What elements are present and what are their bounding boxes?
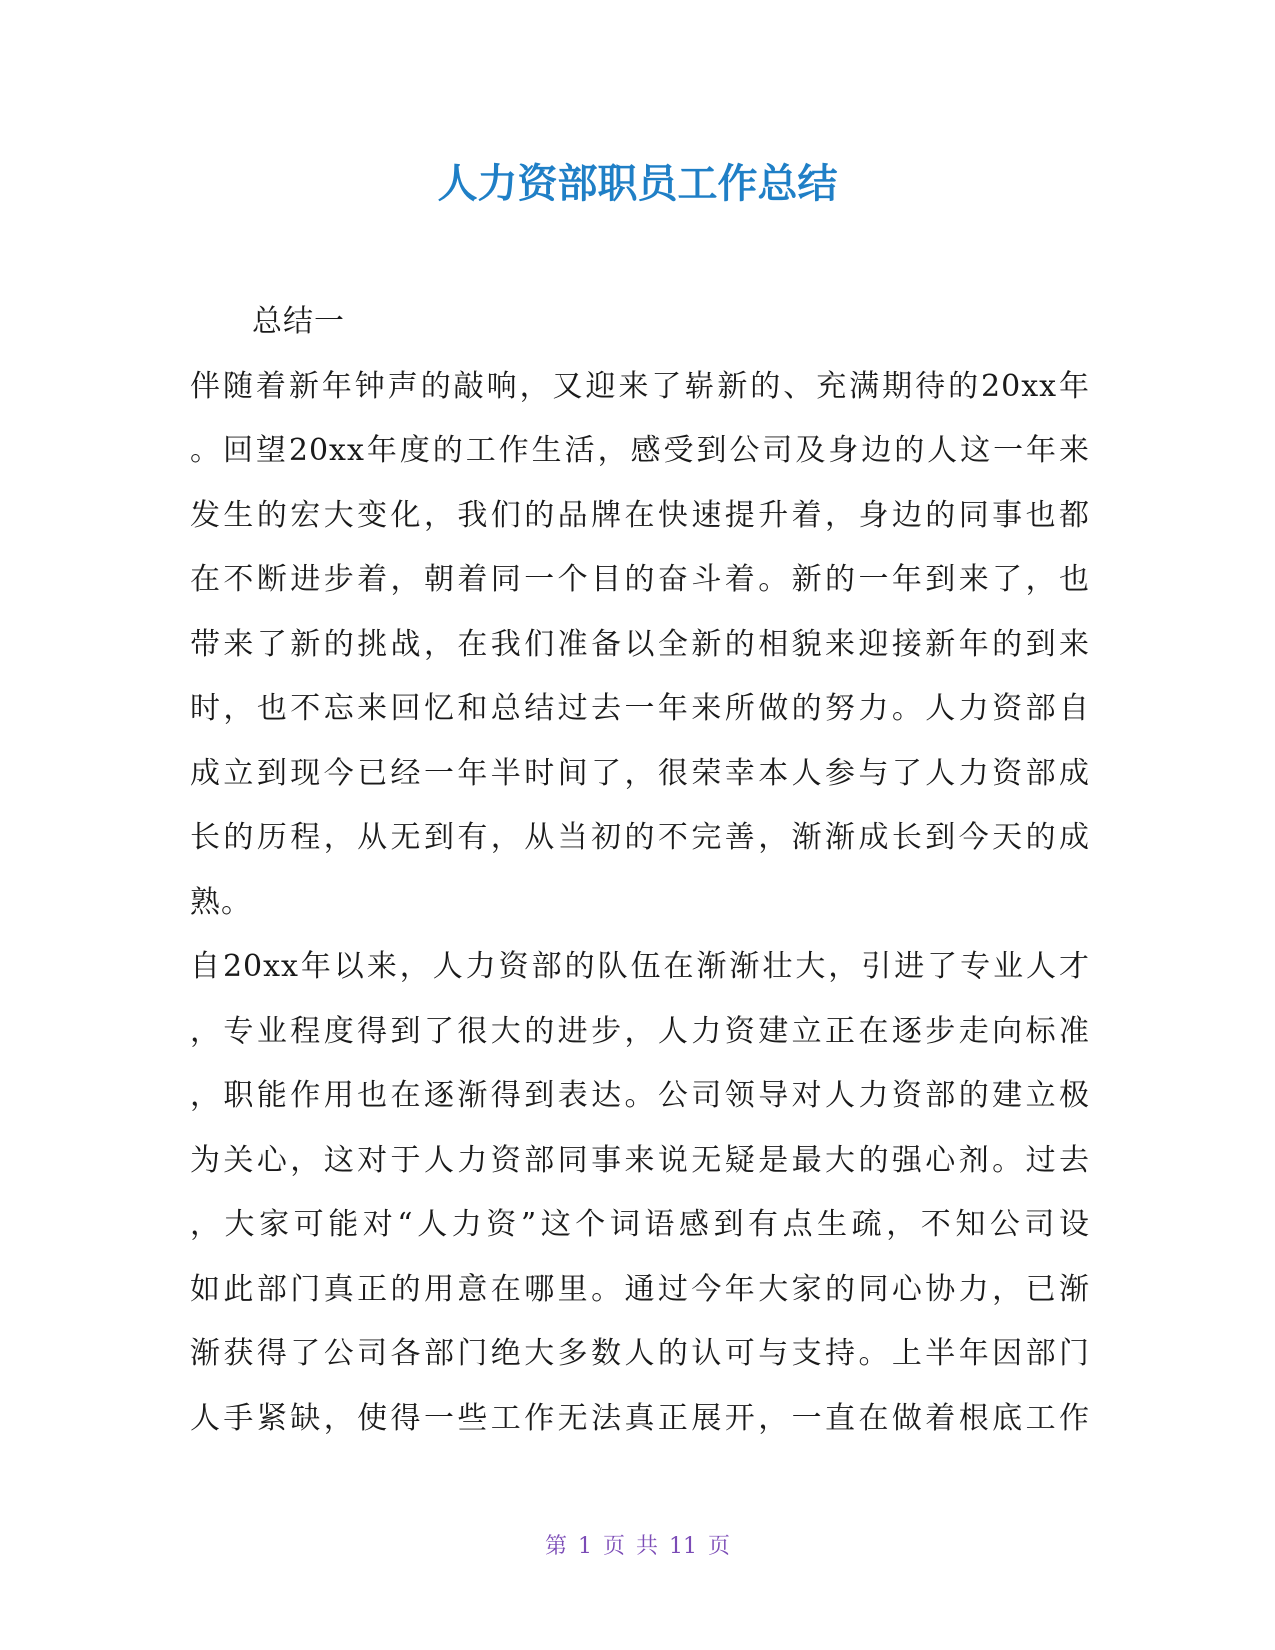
paragraph-1-line: 熟。	[190, 884, 252, 920]
paragraph-1-line: 时，也不忘来回忆和总结过去一年来所做的努力。人力资部自	[190, 691, 1090, 726]
paragraph-2-line: ，大家可能对“人力资”这个词语感到有点生疏，不知公司设	[190, 1207, 1090, 1242]
paragraph-2-line: 为关心，这对于人力资部同事来说无疑是最大的强心剂。过去	[190, 1142, 1090, 1178]
section-heading: 总结一	[252, 304, 345, 339]
paragraph-2-line: 自20xx年以来，人力资部的队伍在渐渐壮大，引进了专业人才	[190, 949, 1090, 984]
page-number-footer: 第 1 页 共 11 页	[545, 1534, 730, 1559]
paragraph-2-line: ，专业程度得到了很大的进步，人力资建立正在逐步走向标准	[190, 1013, 1090, 1049]
paragraph-2-line: 如此部门真正的用意在哪里。通过今年大家的同心协力，已渐	[190, 1271, 1090, 1307]
paragraph-2-line: ，职能作用也在逐渐得到表达。公司领导对人力资部的建立极	[190, 1078, 1090, 1113]
paragraph-1-line: 在不断进步着，朝着同一个目的奋斗着。新的一年到来了，也	[190, 562, 1090, 597]
paragraph-1-line: 带来了新的挑战，在我们准备以全新的相貌来迎接新年的到来	[190, 626, 1090, 662]
paragraph-1-line: 伴随着新年钟声的敲响，又迎来了崭新的、充满期待的20xx年	[190, 368, 1090, 404]
paragraph-1-line: 长的历程，从无到有，从当初的不完善，渐渐成长到今天的成	[190, 820, 1090, 855]
paragraph-2-line: 渐获得了公司各部门绝大多数人的认可与支持。上半年因部门	[190, 1336, 1090, 1371]
paragraph-2-line: 人手紧缺，使得一些工作无法真正展开，一直在做着根底工作	[190, 1400, 1090, 1436]
document-title: 人力资部职员工作总结	[437, 161, 838, 207]
paragraph-1-line: 成立到现今已经一年半时间了，很荣幸本人参与了人力资部成	[190, 755, 1090, 791]
document-body	[190, 290, 1090, 1451]
paragraph-1-line: 发生的宏大变化，我们的品牌在快速提升着，身边的同事也都	[190, 497, 1090, 533]
paragraph-1-line: 。回望20xx年度的工作生活，感受到公司及身边的人这一年来	[190, 433, 1090, 468]
